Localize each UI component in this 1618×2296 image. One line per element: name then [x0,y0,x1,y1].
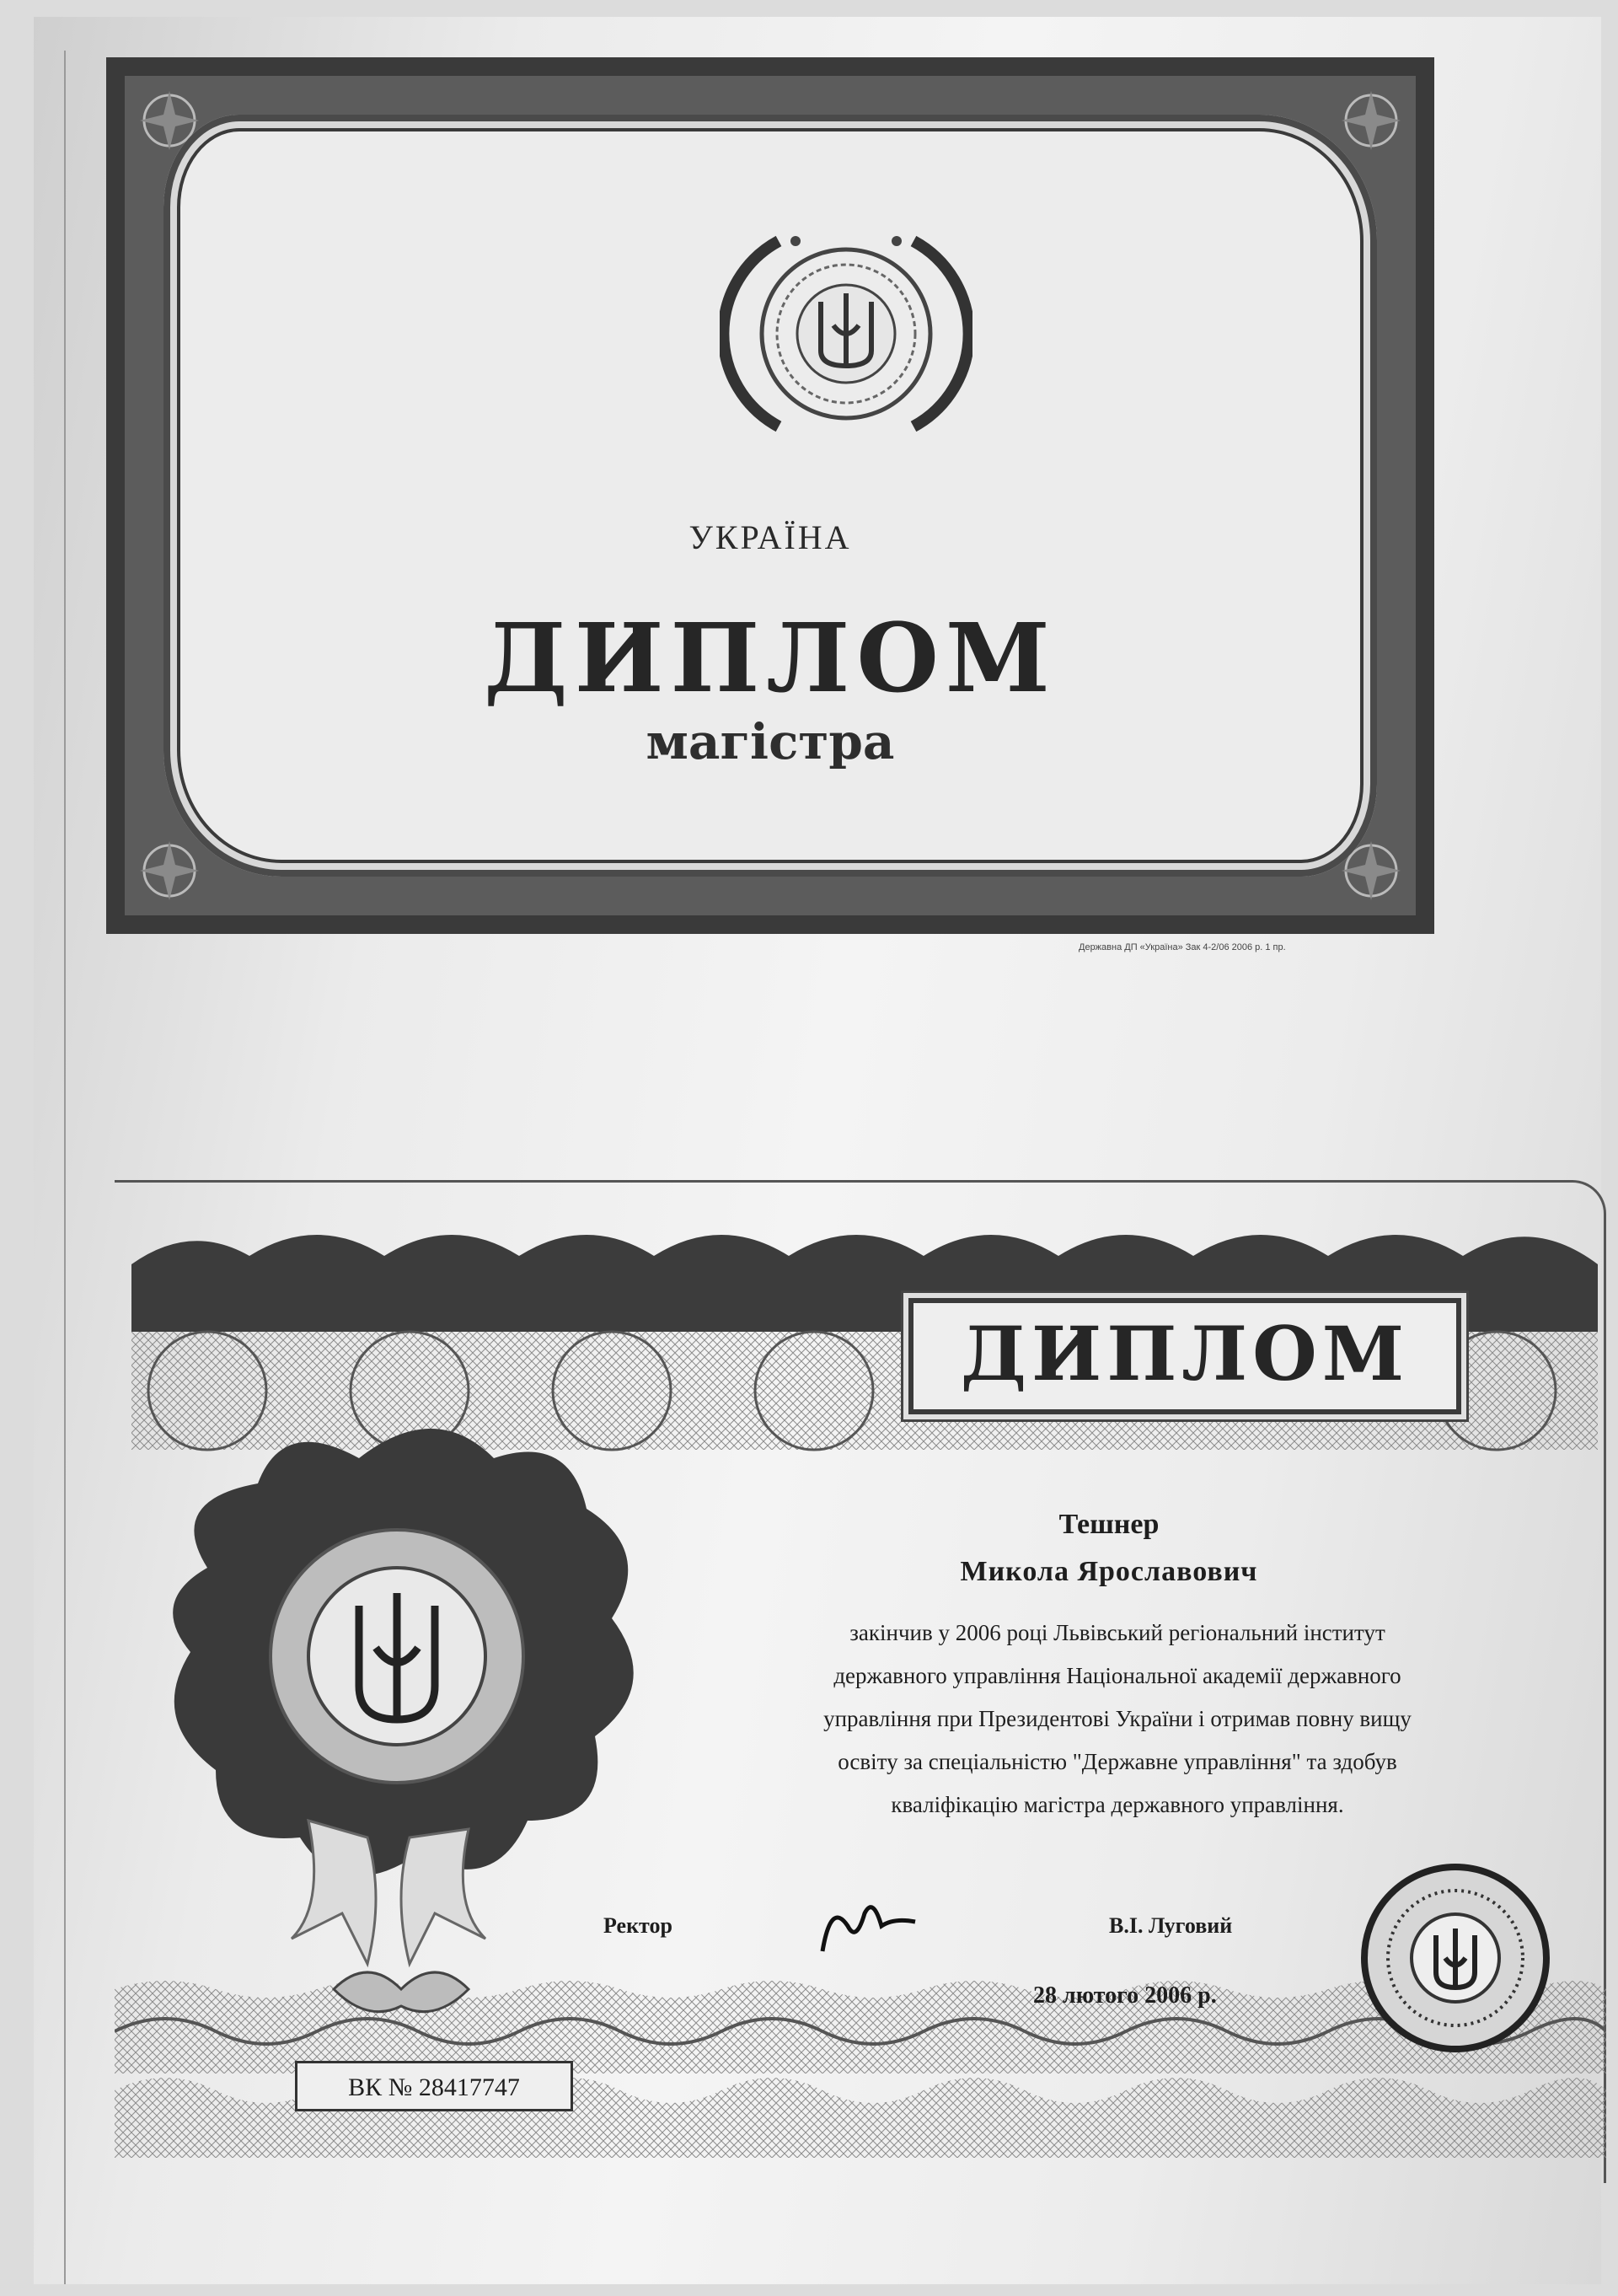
diploma-cover [106,57,1434,934]
institution-seal-icon [1358,1861,1552,2055]
body-line: кваліфікацію магістра державного управління. [891,1792,1344,1817]
rector-signature [814,1892,924,1960]
diploma-title: ДИПЛОМ [960,1310,1410,1397]
body-line: державного управління Національної академії державного [833,1663,1401,1688]
corner-ornament-icon [131,833,207,909]
body-line: освіту за спеціальністю "Державне управління" та здобув [838,1749,1397,1774]
serial-number: ВК № 28417747 [348,2073,520,2101]
cover-title: ДИПЛОМ [484,604,1057,714]
rector-label: Ректор [603,1913,672,1938]
graduate-surname: Тешнер [1058,1509,1160,1540]
diploma-body-text [696,1612,1539,1827]
rector-name: В.І. Луговий [1109,1913,1233,1938]
sheet-edge-line [64,51,66,2284]
diploma-page [115,1180,1606,2183]
graduate-name: Микола Ярославович [960,1556,1258,1587]
printer-imprint: Державна ДП «Україна» Зак 4-2/06 2006 р. 1 пр. [1079,942,1286,952]
cover-panel [163,115,1377,877]
diploma-title-box [908,1298,1461,1414]
body-line: закінчив у 2006 році Львівський регіональний інститут [849,1620,1385,1645]
body-line: управління при Президентові України і отримав повну вищу [823,1706,1412,1731]
corner-ornament-icon [1333,83,1409,158]
coat-of-arms-icon [720,207,972,460]
cover-degree: магістра [646,713,895,770]
scanned-sheet [34,17,1601,2284]
issue-date: 28 лютого 2006 р. [1033,1982,1217,2009]
cover-country: УКРАЇНА [688,518,852,556]
serial-number-tag [295,2061,573,2111]
